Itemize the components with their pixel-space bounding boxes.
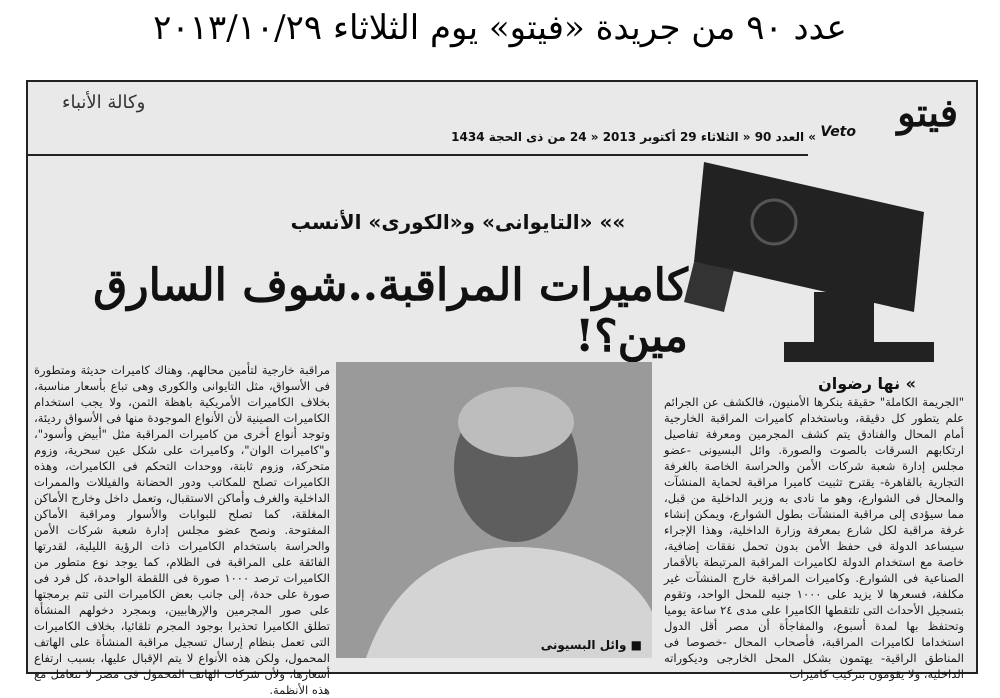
article-column-right: "الجريمة الكاملة" حقيقة ينكرها الأمنيون، فالكشف عن الجرائم علم يتطور كل دقيقة، وباستخدام كاميرات المراقبة الخارجية أمام المحال والفنادق يتم كشف المجرمين ومعرفة تفاصيل ارتكابهم السرقات بالصوت والصورة. وائل البسيونى -عضو مجلس إدارة شعبة شركات الأمن والحراسة الخاصة بالغرفة التجارية بالقاهرة- يقترح تثبيت كاميرا مراقبة لحماية المنشآت والمحال فى الشوارع، وهو ما نادى به وزير الداخلية من قبل، مما سيؤدى إلى مراقبة المنشآت بطول الشوارع، ويمكن إنشاء غرفة مراقبة لكل شارع بمعرفة وزارة الداخلية، وهذا الإجراء سيساعد الدولة فى حفظ الأمن بدون تحمل نفقات إضافية، خاصة مع استخدام الدولة لكاميرات المراقبة المرتبطة بالأقمار الصناعية فى الشوارع. وكاميرات المراقبة خارج المنشآت غير مكلفة، فسعرها لا يزيد على ١٠٠٠ جنيه للمحل الواحد، وتقوم بتسجيل الأحداث التى تلتقطها الكاميرا على مدى ٢٤ ساعة يوميا وتحتفظ بها لمدة أسبوع، والمفاجأة أن مصر أقل الدول استخداما لكاميرات المراقبة، فأصحاب المحال -خصوصا فى المناطق الراقية- يهتمون بشكل المحل الخارجى وديكوراته الداخلية، ولا يقومون بتركيب كاميرات	[664, 395, 964, 681]
article-kicker: »» «التايوانى» و«الكورى» الأنسب	[290, 210, 626, 234]
surveillance-camera-icon	[664, 142, 964, 372]
article-column-left: مراقبة خارجية لتأمين محالهم. وهناك كاميرات حديثة ومتطورة فى الأسواق، مثل التايوانى والكورى وهى تباع بأسعار مناسبة، بخلاف الكاميرات الأمريكية باهظة الثمن، ولا يجب استخدام الكاميرات الصينية لأن الأنواع الموجودة منها فى الأسواق رديئة، وتوجد أنواع أخرى من كاميرات المراقبة مثل "أبيض وأسود"، و"كاميرات الوان"، وكاميرات على شكل عين سحرية، وزوم متحركة، وزوم ثابتة، ووحدات التحكم فى الكاميرات، وهذه الكاميرات تصلح للمكاتب ودور الحضانة والفيللات والممرات الداخلية والغرف وأماكن الاستقبال، وتعمل داخل وخارج الأماكن المغلقة، كما تصلح للبوابات والأسوار ومراقبة الأماكن المفتوحة. ونصح عضو مجلس إدارة شعبة شركات الأمن والحراسة باستخدام الكاميرات ذات الرؤية الليلية، لقدرتها الفائقة على المراقبة فى الظلام، كما يوجد نوع متطور من الكاميرات ترصد ١٠٠٠ صورة فى اللقطة الواحدة، كل فرد فى صورة على حدة، إلى جانب بعض الكاميرات التى تتم برمجتها على صور المجرمين والإرهابيين، وبمجرد دخولهم المنشأة تطلق الكاميرا تحذيرا بوجود المجرم تلقائيا، بخلاف الكاميرات التى تعمل بنظام إرسال تسجيل مراقبة المنشأة على الهاتف المحمول، ولكن هذه الأنواع لا يتم الإقبال عليها، بسبب ارتفاع أسعارها، ولأن شركات الهاتف المحمول فى مصر لا تتعامل مع هذه الأنظمة.	[34, 363, 330, 697]
photo-caption: ■ وائل البسيونى	[540, 638, 642, 652]
newspaper-clipping	[26, 80, 978, 697]
masthead	[28, 82, 976, 144]
article-byline: » نها رضوان	[818, 374, 916, 393]
page-caption: عدد ٩٠ من جريدة «فيتو» يوم الثلاثاء ٢٠١٣/١٠/٢٩	[153, 8, 847, 48]
portrait-photo	[336, 362, 652, 658]
article-headline: كاميرات المراقبة..شوف السارق مين؟!	[93, 260, 688, 362]
newspaper-logo: فيتو	[897, 90, 958, 135]
agency-logo: وكالة الأنباء	[62, 92, 146, 113]
portrait-illustration	[336, 362, 652, 658]
newspaper-logo-latin: Veto	[820, 124, 856, 140]
issue-line: » العدد 90 « الثلاثاء 29 أكتوبر 2013 « 24 من ذى الحجة 1434	[451, 130, 816, 144]
